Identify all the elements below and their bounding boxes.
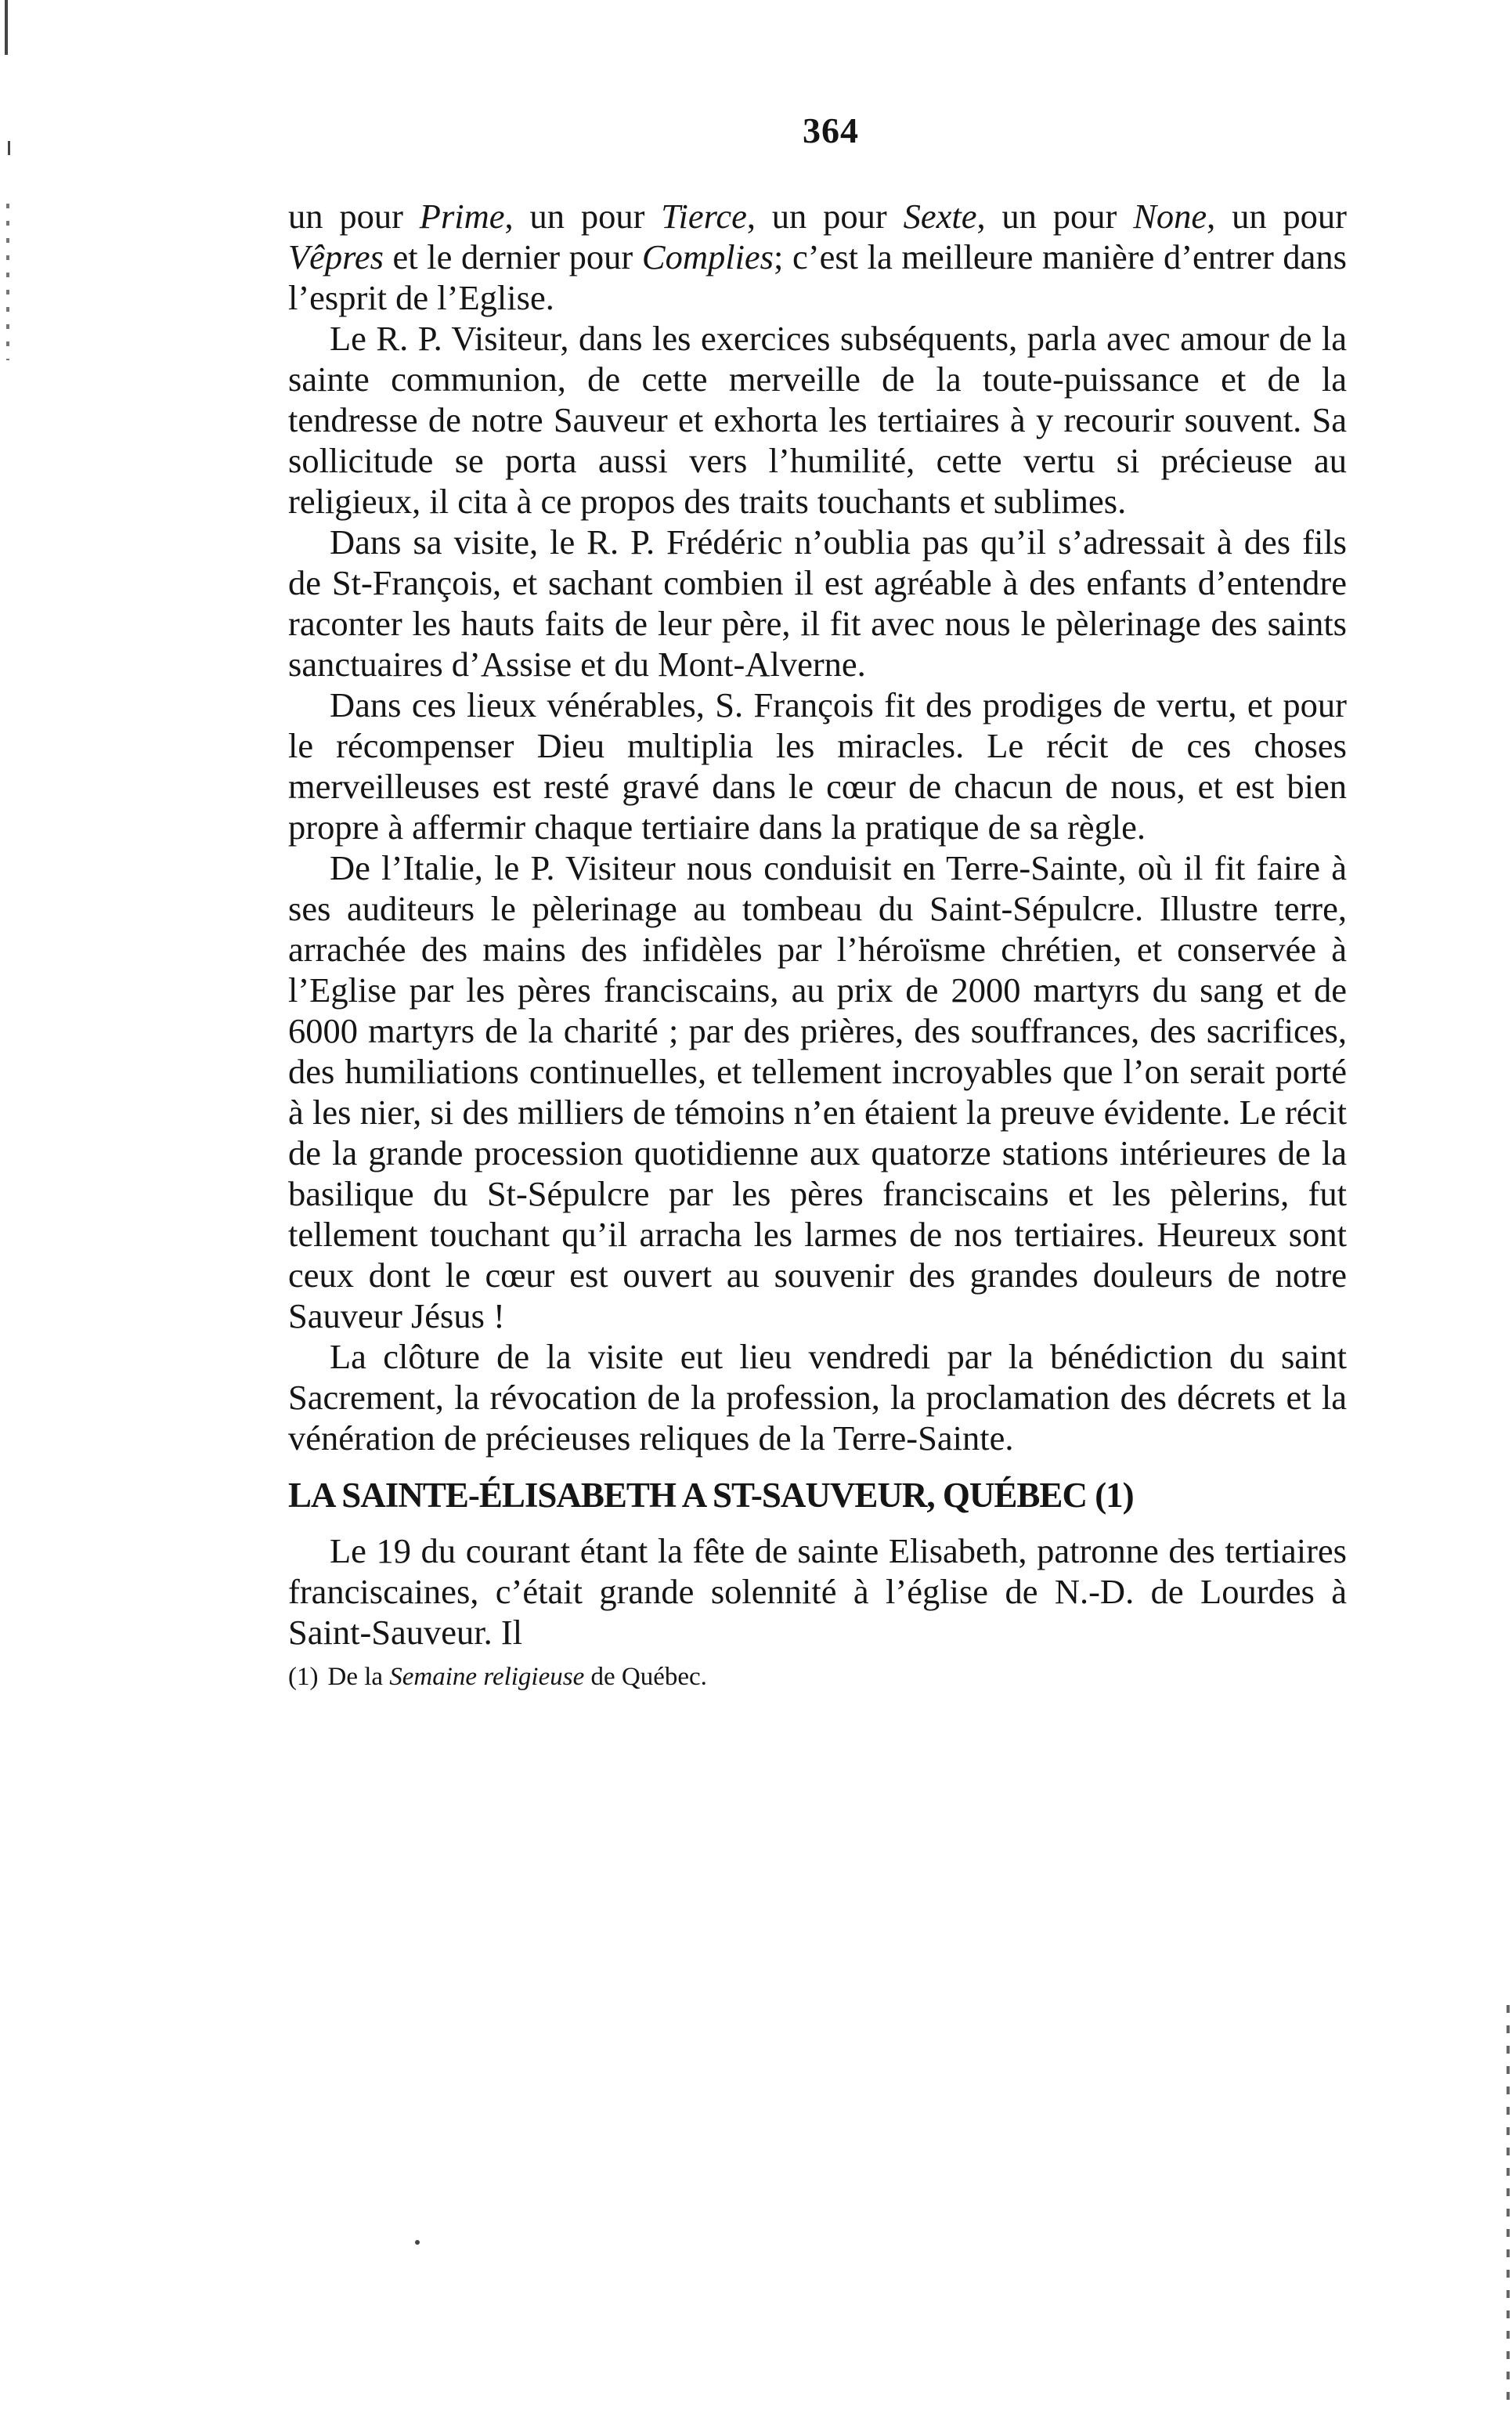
scan-mark-left-dots bbox=[6, 204, 9, 360]
scan-dot bbox=[415, 2240, 420, 2245]
office-complies: Complies bbox=[641, 237, 774, 276]
office-sexte: Sexte bbox=[903, 197, 977, 236]
office-none: None bbox=[1133, 197, 1207, 236]
footnote: (1) De la Semaine religieuse de Québec. bbox=[288, 1663, 707, 1691]
paragraph-2: Le R. P. Visiteur, dans les exercices subséquents, parla avec amour de la sainte communion, de cette merveille de la toute-puissance et de la tendresse de notre Sauveur et exhorta les tertiaires à y recourir souvent. Sa sollicitude se porta aussi vers l’humilité, cette vertu si précieuse au religieux, il cita à ce propos des traits touchants et sublimes. bbox=[288, 319, 1347, 521]
paragraph-4: Dans ces lieux vénérables, S. François fit des prodiges de vertu, et pour le récompenser Dieu multiplia les miracles. Le récit de ces choses merveilleuses est resté gravé dans le cœur de chacun de nous, et est bien propre à affermir chaque tertiaire dans la pratique de sa règle. bbox=[288, 685, 1347, 847]
paragraph-6: La clôture de la visite eut lieu vendredi par la bénédiction du saint Sacrement, la révocation de la profession, la proclamation des décrets et la vénération de précieuses reliques de la Terre-Sainte. bbox=[288, 1337, 1347, 1458]
scan-mark-top-left bbox=[5, 0, 8, 55]
text-body bbox=[288, 196, 1347, 1693]
footnote-source: Semaine religieuse bbox=[389, 1663, 585, 1691]
footnote-ref: (1) bbox=[288, 1663, 319, 1691]
section-heading: LA SAINTE-ÉLISABETH A ST-SAUVEUR, QUÉBEC (1) bbox=[288, 1476, 1134, 1515]
office-tierce: Tierce bbox=[661, 197, 747, 236]
page-number: 364 bbox=[803, 110, 859, 150]
paragraph-1: un pour Prime, un pour Tierce, un pour Sexte, un pour None, un pour Vêpres et le dernier pour Complies; c’est la meilleure manière d’entrer dans l’esprit de l’Eglise. bbox=[288, 197, 1348, 317]
office-vepres: Vêpres bbox=[288, 237, 384, 276]
scan-mark-right-edge bbox=[1507, 2005, 1510, 2412]
scan-mark-left bbox=[8, 141, 10, 155]
paragraph-3: Dans sa visite, le R. P. Frédéric n’oublia pas qu’il s’adressait à des fils de St-François, et sachant combien il est agréable à des enfants d’entendre raconter les hauts faits de leur père, il fit avec nous le pèlerinage des saints sanctuaires d’Assise et du Mont-Alverne. bbox=[288, 522, 1347, 684]
office-prime: Prime bbox=[419, 197, 505, 236]
section-paragraph: Le 19 du courant étant la fête de sainte Elisabeth, patronne des tertiaires franciscaines, c’était grande solennité à l’église de N.-D. de Lourdes à Saint-Sauveur. Il bbox=[288, 1531, 1347, 1652]
paragraph-5: De l’Italie, le P. Visiteur nous conduisit en Terre-Sainte, où il fit faire à ses auditeurs le pèlerinage au tombeau du Saint-Sépulcre. Illustre terre, arrachée des mains des infidèles par l’héroïsme chrétien, et conservée à l’Eglise par les pères franciscains, au prix de 2000 martyrs du sang et de 6000 martyrs de la charité ; par des prières, des souffrances, des sacrifices, des humiliations continuelles, et tellement incroyables que l’on serait porté à les nier, si des milliers de témoins n’en étaient la preuve évidente. Le récit de la grande procession quotidienne aux quatorze stations intérieures de la basilique du St-Sépulcre par les pères franciscains et les pèlerins, fut tellement touchant qu’il arracha les larmes de nos tertiaires. Heureux sont ceux dont le cœur est ouvert au souvenir des grandes douleurs de notre Sauveur Jésus ! bbox=[288, 848, 1347, 1335]
